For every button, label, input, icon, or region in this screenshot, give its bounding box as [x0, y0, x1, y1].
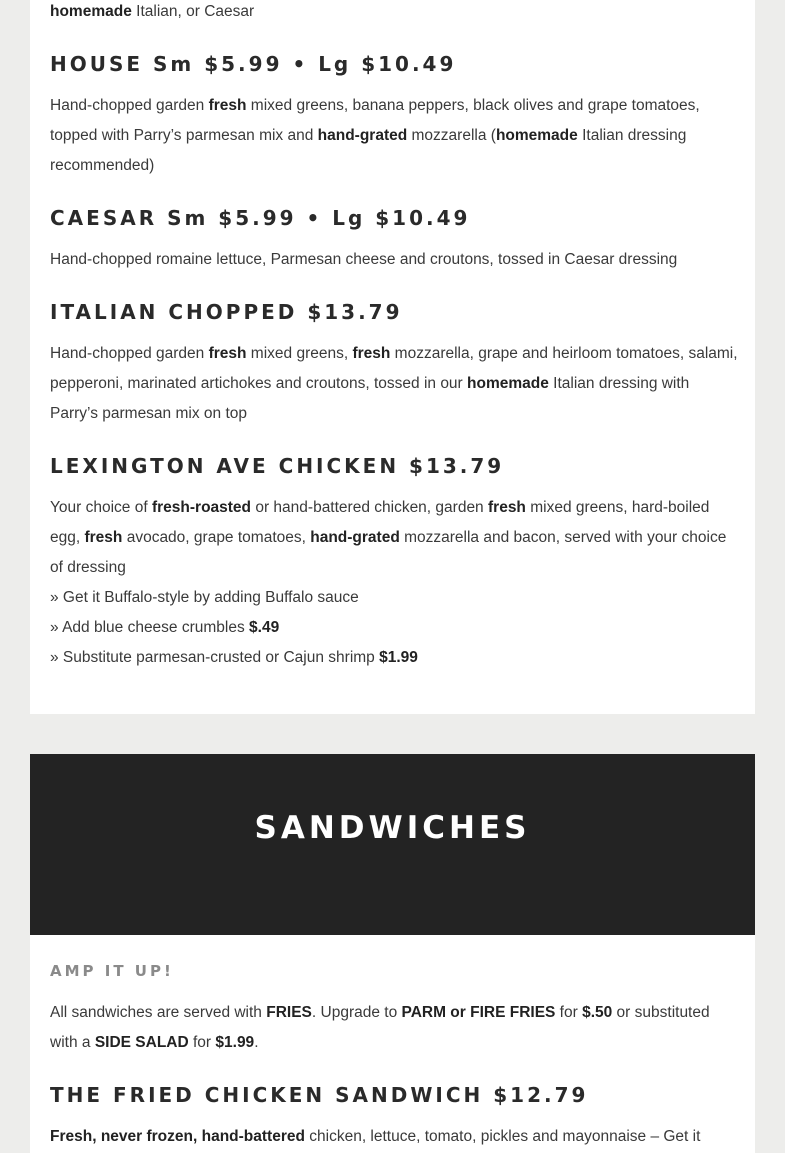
body-text: All sandwiches are served with: [50, 1004, 267, 1021]
sandwiches-title: SANDWICHES: [254, 810, 531, 846]
emphasis-text: hand-grated: [310, 529, 400, 546]
body-text: mixed greens, banana peppers, black olives and grape tomatoes, topped with Parry’s parmesan mix and: [50, 97, 700, 144]
body-text: mozzarella and bacon, served with your choice of dressing: [50, 529, 727, 576]
emphasis-text: hand-grated: [317, 127, 408, 144]
extra-option: » Get it Buffalo-style by adding Buffalo sauce: [50, 589, 359, 606]
body-text: for: [188, 1034, 216, 1051]
dressing-note-text: Italian, or Caesar: [131, 3, 255, 20]
body-text: Hand-chopped garden: [50, 345, 209, 362]
dressing-note: [50, 0, 740, 27]
menu-item-title-fried-chicken-sandwich: THE FRIED CHICKEN SANDWICH $12.79: [50, 1083, 589, 1107]
menu-item-title-lexington: LEXINGTON AVE CHICKEN $13.79: [50, 454, 505, 478]
emphasis-text: homemade: [467, 375, 549, 392]
emphasis-text: fresh: [84, 529, 123, 546]
emphasis-text: fresh: [352, 345, 391, 362]
body-text: mozzarella (: [407, 127, 496, 144]
emphasis-text: fresh: [208, 97, 247, 114]
menu-item-title-caesar: CAESAR Sm $5.99 • Lg $10.49: [50, 206, 471, 230]
body-text: chicken, lettuce, tomato, pickles and mayonnaise – Get it: [304, 1128, 701, 1145]
body-text: Italian dressing recommended): [50, 127, 687, 174]
amp-it-up-desc: [50, 998, 740, 1058]
emphasis-text: fresh: [208, 345, 247, 362]
emphasis-text: Fresh, never frozen, hand-battered: [50, 1128, 305, 1145]
emphasis-text: SIDE SALAD: [94, 1034, 189, 1051]
menu-item-desc-italian-chopped: [50, 339, 740, 429]
body-text: mixed greens, hard-boiled egg,: [50, 499, 710, 546]
emphasis-text: fresh: [488, 499, 526, 516]
emphasis-text: PARM or FIRE FRIES: [401, 1004, 556, 1021]
menu-item-desc-lexington: [50, 493, 740, 673]
menu-item-desc-house: [50, 91, 740, 181]
body-text: avocado, grape tomatoes,: [122, 529, 311, 546]
emphasis-text: $1.99: [215, 1034, 255, 1051]
extra-option: » Substitute parmesan-crusted or Cajun shrimp $1.99: [50, 649, 418, 666]
menu-item-desc-fried-chicken-sandwich: [50, 1122, 740, 1152]
dressing-note-bold: homemade: [50, 3, 132, 20]
body-text: . Upgrade to: [311, 1004, 402, 1021]
emphasis-text: FRIES: [266, 1004, 312, 1021]
body-text: mixed greens,: [246, 345, 353, 362]
extra-option: » Add blue cheese crumbles $.49: [50, 619, 280, 636]
body-text: or hand-battered chicken, garden: [251, 499, 488, 516]
body-text: or substituted with a: [50, 1004, 710, 1051]
body-text: Hand-chopped romaine lettuce, Parmesan cheese and croutons, tossed in Caesar dressing: [50, 251, 678, 268]
menu-item-desc-lexington-text: [50, 493, 740, 583]
extra-price: $1.99: [379, 649, 418, 666]
menu-item-title-house: HOUSE Sm $5.99 • Lg $10.49: [50, 52, 457, 76]
body-text: for: [555, 1004, 583, 1021]
emphasis-text: fresh-roasted: [151, 499, 252, 516]
body-text: mozzarella, grape and heirloom tomatoes, salami, pepperoni, marinated artichokes and croutons, tossed in our: [50, 345, 738, 392]
extra-price: $.49: [249, 619, 280, 636]
emphasis-text: homemade: [495, 127, 578, 144]
body-text: Hand-chopped garden: [50, 97, 209, 114]
emphasis-text: $.50: [582, 1004, 613, 1021]
menu-item-desc-caesar: [50, 245, 740, 275]
body-text: Italian dressing with Parry’s parmesan mix on top: [50, 375, 690, 422]
amp-it-up-title: AMP IT UP!: [50, 962, 174, 980]
sandwiches-banner: [30, 754, 755, 935]
menu-item-title-italian-chopped: ITALIAN CHOPPED $13.79: [50, 300, 403, 324]
body-text: Your choice of: [50, 499, 152, 516]
body-text: .: [254, 1034, 259, 1051]
